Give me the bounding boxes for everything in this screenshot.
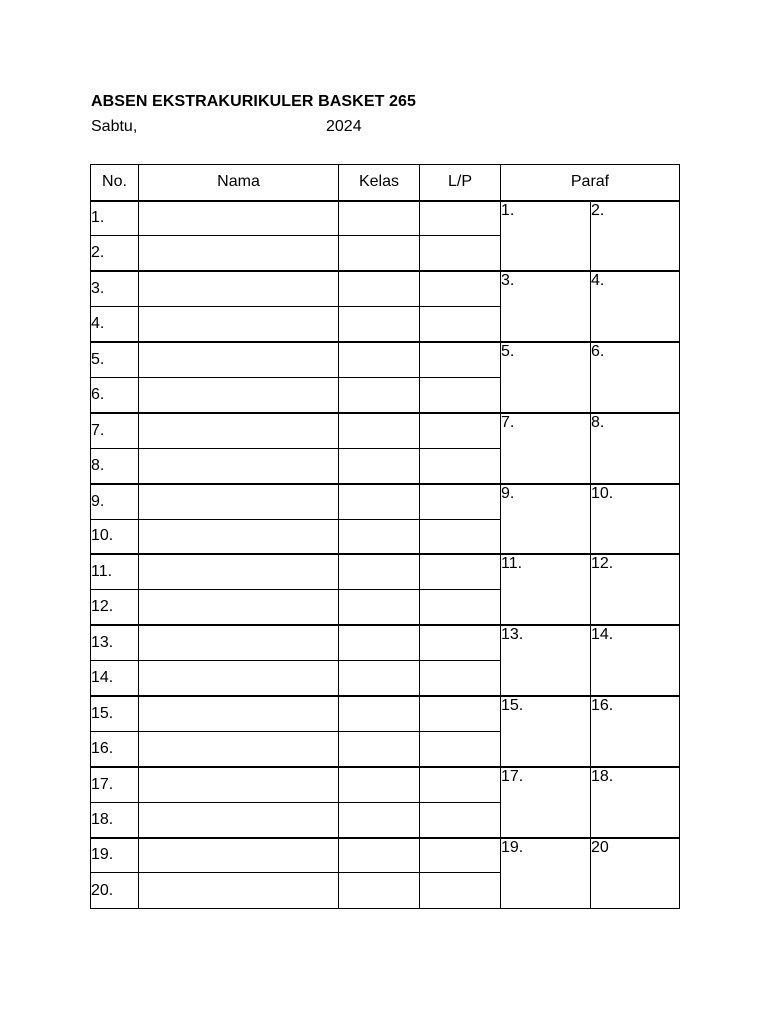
table-header-row — [91, 165, 680, 201]
no-cell: 16. — [91, 731, 139, 766]
paraf-cell[interactable] — [501, 625, 591, 696]
no-cell: 17. — [91, 767, 139, 802]
lp-cell[interactable] — [420, 731, 501, 766]
nama-cell[interactable] — [139, 271, 339, 306]
attendance-body — [91, 201, 680, 909]
header-lp: L/P — [420, 165, 501, 201]
lp-cell[interactable] — [420, 484, 501, 519]
date-line — [91, 118, 391, 136]
paraf-number: 1. — [501, 201, 515, 219]
kelas-cell[interactable] — [339, 838, 420, 873]
no-cell: 3. — [91, 271, 139, 306]
nama-cell[interactable] — [139, 342, 339, 377]
nama-cell[interactable] — [139, 731, 339, 766]
nama-cell[interactable] — [139, 661, 339, 696]
paraf-cell[interactable] — [501, 767, 591, 838]
kelas-cell[interactable] — [339, 873, 420, 908]
kelas-cell[interactable] — [339, 802, 420, 837]
kelas-cell[interactable] — [339, 307, 420, 342]
paraf-number: 13. — [501, 626, 524, 644]
kelas-cell[interactable] — [339, 413, 420, 448]
lp-cell[interactable] — [420, 307, 501, 342]
table-row — [91, 554, 680, 589]
no-cell: 5. — [91, 342, 139, 377]
lp-cell[interactable] — [420, 625, 501, 660]
kelas-cell[interactable] — [339, 377, 420, 412]
paraf-cell[interactable] — [591, 413, 680, 484]
day-label: Sabtu, — [91, 118, 138, 135]
lp-cell[interactable] — [420, 590, 501, 625]
no-cell: 1. — [91, 201, 139, 236]
no-cell: 19. — [91, 838, 139, 873]
kelas-cell[interactable] — [339, 590, 420, 625]
paraf-number: 9. — [501, 484, 515, 502]
nama-cell[interactable] — [139, 590, 339, 625]
kelas-cell[interactable] — [339, 554, 420, 589]
paraf-cell[interactable] — [501, 838, 591, 909]
lp-cell[interactable] — [420, 236, 501, 271]
kelas-cell[interactable] — [339, 271, 420, 306]
paraf-cell[interactable] — [591, 696, 680, 767]
nama-cell[interactable] — [139, 767, 339, 802]
table-row — [91, 625, 680, 660]
paraf-cell[interactable] — [591, 484, 680, 555]
paraf-number: 8. — [591, 413, 605, 431]
lp-cell[interactable] — [420, 342, 501, 377]
paraf-number: 3. — [501, 272, 515, 290]
paraf-cell[interactable] — [501, 413, 591, 484]
nama-cell[interactable] — [139, 307, 339, 342]
no-cell: 8. — [91, 448, 139, 483]
no-cell: 20. — [91, 873, 139, 908]
paraf-cell[interactable] — [591, 838, 680, 909]
paraf-number: 20 — [591, 838, 609, 856]
document-title: ABSEN EKSTRAKURIKULER BASKET 265 — [91, 93, 417, 110]
lp-cell[interactable] — [420, 838, 501, 873]
paraf-number: 10. — [591, 484, 614, 502]
paraf-cell[interactable] — [591, 342, 680, 413]
paraf-number: 11. — [501, 555, 523, 573]
kelas-cell[interactable] — [339, 448, 420, 483]
nama-cell[interactable] — [139, 201, 339, 236]
paraf-number: 7. — [501, 413, 515, 431]
header-kelas: Kelas — [339, 165, 420, 201]
paraf-number: 6. — [591, 343, 605, 361]
no-cell: 18. — [91, 802, 139, 837]
kelas-cell[interactable] — [339, 236, 420, 271]
paraf-cell[interactable] — [501, 696, 591, 767]
nama-cell[interactable] — [139, 377, 339, 412]
nama-cell[interactable] — [139, 484, 339, 519]
table-row — [91, 484, 680, 519]
paraf-cell[interactable] — [591, 271, 680, 342]
lp-cell[interactable] — [420, 448, 501, 483]
paraf-cell[interactable] — [501, 342, 591, 413]
paraf-cell[interactable] — [501, 271, 591, 342]
lp-cell[interactable] — [420, 201, 501, 236]
no-cell: 15. — [91, 696, 139, 731]
table-row — [91, 413, 680, 448]
table-row — [91, 201, 680, 236]
attendance-table — [90, 164, 680, 909]
nama-cell[interactable] — [139, 236, 339, 271]
lp-cell[interactable] — [420, 554, 501, 589]
nama-cell[interactable] — [139, 519, 339, 554]
no-cell: 6. — [91, 377, 139, 412]
paraf-cell[interactable] — [501, 484, 591, 555]
no-cell: 10. — [91, 519, 139, 554]
lp-cell[interactable] — [420, 696, 501, 731]
lp-cell[interactable] — [420, 661, 501, 696]
no-cell: 4. — [91, 307, 139, 342]
nama-cell[interactable] — [139, 873, 339, 908]
paraf-number: 2. — [591, 201, 605, 219]
kelas-cell[interactable] — [339, 767, 420, 802]
kelas-cell[interactable] — [339, 696, 420, 731]
year-label: 2024 — [326, 118, 362, 135]
kelas-cell[interactable] — [339, 625, 420, 660]
kelas-cell[interactable] — [339, 661, 420, 696]
paraf-number: 18. — [591, 767, 614, 785]
nama-cell[interactable] — [139, 802, 339, 837]
table-row — [91, 342, 680, 377]
paraf-cell[interactable] — [501, 201, 591, 272]
no-cell: 12. — [91, 590, 139, 625]
paraf-number: 15. — [501, 696, 524, 714]
table-row — [91, 696, 680, 731]
nama-cell[interactable] — [139, 838, 339, 873]
nama-cell[interactable] — [139, 625, 339, 660]
nama-cell[interactable] — [139, 696, 339, 731]
paraf-cell[interactable] — [501, 554, 591, 625]
lp-cell[interactable] — [420, 519, 501, 554]
kelas-cell[interactable] — [339, 342, 420, 377]
paraf-cell[interactable] — [591, 554, 680, 625]
nama-cell[interactable] — [139, 413, 339, 448]
lp-cell[interactable] — [420, 413, 501, 448]
paraf-number: 14. — [591, 626, 614, 644]
paraf-number: 16. — [591, 696, 614, 714]
paraf-number: 5. — [501, 343, 515, 361]
paraf-number: 12. — [591, 555, 614, 573]
paraf-number: 19. — [501, 838, 524, 856]
nama-cell[interactable] — [139, 554, 339, 589]
table-row — [91, 271, 680, 306]
paraf-number: 17. — [501, 767, 524, 785]
kelas-cell[interactable] — [339, 519, 420, 554]
paraf-cell[interactable] — [591, 625, 680, 696]
kelas-cell[interactable] — [339, 731, 420, 766]
table-row — [91, 767, 680, 802]
lp-cell[interactable] — [420, 377, 501, 412]
no-cell: 9. — [91, 484, 139, 519]
lp-cell[interactable] — [420, 873, 501, 908]
header-paraf: Paraf — [501, 165, 680, 201]
no-cell: 13. — [91, 625, 139, 660]
lp-cell[interactable] — [420, 767, 501, 802]
paraf-number: 4. — [591, 272, 605, 290]
nama-cell[interactable] — [139, 448, 339, 483]
no-cell: 2. — [91, 236, 139, 271]
header-nama: Nama — [139, 165, 339, 201]
no-cell: 11. — [91, 554, 139, 589]
no-cell: 14. — [91, 661, 139, 696]
no-cell: 7. — [91, 413, 139, 448]
kelas-cell[interactable] — [339, 484, 420, 519]
paraf-cell[interactable] — [591, 767, 680, 838]
lp-cell[interactable] — [420, 271, 501, 306]
kelas-cell[interactable] — [339, 201, 420, 236]
header-no: No. — [91, 165, 139, 201]
table-row — [91, 838, 680, 873]
paraf-cell[interactable] — [591, 201, 680, 272]
lp-cell[interactable] — [420, 802, 501, 837]
